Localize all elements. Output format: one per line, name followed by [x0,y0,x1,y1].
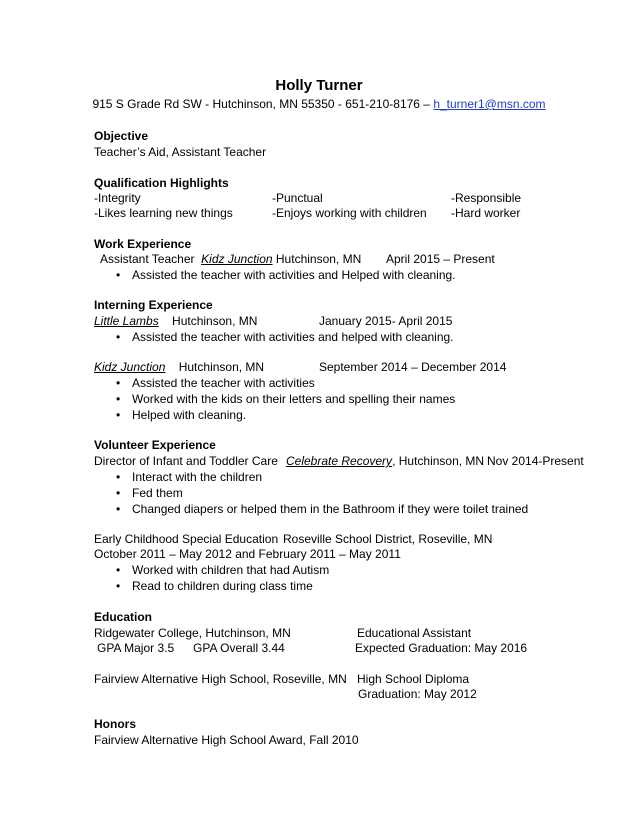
qualification-item: -Punctual [272,191,323,205]
contact-line [0,97,638,112]
volunteer-heading: Volunteer Experience [94,438,216,452]
work-org: Kidz Junction [201,252,273,266]
education-degree: High School Diploma [357,672,470,686]
work-dates: April 2015 – Present [386,252,495,266]
qualifications-heading: Qualification Highlights [94,176,229,190]
interning-dates: January 2015- April 2015 [319,314,453,328]
volunteer-bullet: Read to children during class time [132,579,313,593]
bullet-icon: • [116,470,121,484]
resume-name: Holly Turner [275,77,363,94]
bullet-icon: • [116,408,121,422]
bullet-icon: • [116,563,121,577]
interning-org: Kidz Junction [94,360,166,374]
education-graduation: Graduation: May 2012 [358,687,477,701]
work-bullet: Assisted the teacher with activities and Helped with cleaning. [132,268,456,282]
qualification-item: -Hard worker [451,206,521,220]
volunteer-bullet: Worked with children that had Autism [132,563,330,577]
volunteer-bullet: Fed them [132,486,183,500]
volunteer-org: Roseville School District, Roseville, MN [283,532,493,546]
education-school: Ridgewater College, Hutchinson, MN [94,626,291,640]
interning-entry-line [94,314,257,329]
bullet-icon: • [116,392,121,406]
contact-details: 915 S Grade Rd SW - Hutchinson, MN 55350 - 651-210-8176 – [92,97,434,111]
objective-text: Teacher’s Aid, Assistant Teacher [94,145,267,159]
bullet-icon: • [116,330,121,344]
qualification-item: -Responsible [451,191,522,205]
volunteer-title: Director of Infant and Toddler Care [94,454,278,468]
volunteer-location: , Hutchinson, MN [392,454,485,468]
honors-text: Fairview Alternative High School Award, Fall 2010 [94,733,359,747]
volunteer-dates: Nov 2014-Present [487,454,584,468]
interning-bullet: Assisted the teacher with activities [132,376,315,390]
volunteer-org: Celebrate Recovery [286,454,393,468]
volunteer-bullet: Interact with the children [132,470,263,484]
education-degree: Educational Assistant [357,626,472,640]
gpa-overall: GPA Overall 3.44 [193,641,285,655]
education-heading: Education [94,610,153,624]
interning-location: Hutchinson, MN [172,314,258,328]
work-title: Assistant Teacher [100,252,195,266]
volunteer-bullet: Changed diapers or helped them in the Bathroom if they were toilet trained [132,502,529,516]
volunteer-title: Early Childhood Special Education [94,532,279,546]
qualification-item: -Likes learning new things [94,206,233,220]
education-graduation: Expected Graduation: May 2016 [355,641,528,655]
interning-bullet: Worked with the kids on their letters and spelling their names [132,392,456,406]
work-location: Hutchinson, MN [275,252,362,266]
objective-heading: Objective [94,129,149,143]
volunteer-org-line [286,454,484,469]
bullet-icon: • [116,486,121,500]
qualification-item: -Integrity [94,191,141,205]
interning-bullet: Assisted the teacher with activities and helped with cleaning. [132,330,454,344]
bullet-icon: • [116,502,121,516]
honors-heading: Honors [94,717,136,731]
volunteer-dates: October 2011 – May 2012 and February 2011 – May 2011 [94,547,401,561]
interning-heading: Interning Experience [94,298,213,312]
interning-bullet: Helped with cleaning. [132,408,247,422]
education-school: Fairview Alternative High School, Roseville, MN [94,672,347,686]
interning-dates: September 2014 – December 2014 [319,360,507,374]
work-entry-line [100,252,361,267]
interning-location: Hutchinson, MN [178,360,265,374]
gpa-major: GPA Major 3.5 [97,641,175,655]
bullet-icon: • [116,579,121,593]
qualification-item: -Enjoys working with children [272,206,427,220]
bullet-icon: • [116,268,121,282]
interning-org: Little Lambs [94,314,159,328]
bullet-icon: • [116,376,121,390]
email-link[interactable]: h_turner1@msn.com [433,97,546,111]
work-heading: Work Experience [94,237,192,251]
interning-entry-line [94,360,264,375]
